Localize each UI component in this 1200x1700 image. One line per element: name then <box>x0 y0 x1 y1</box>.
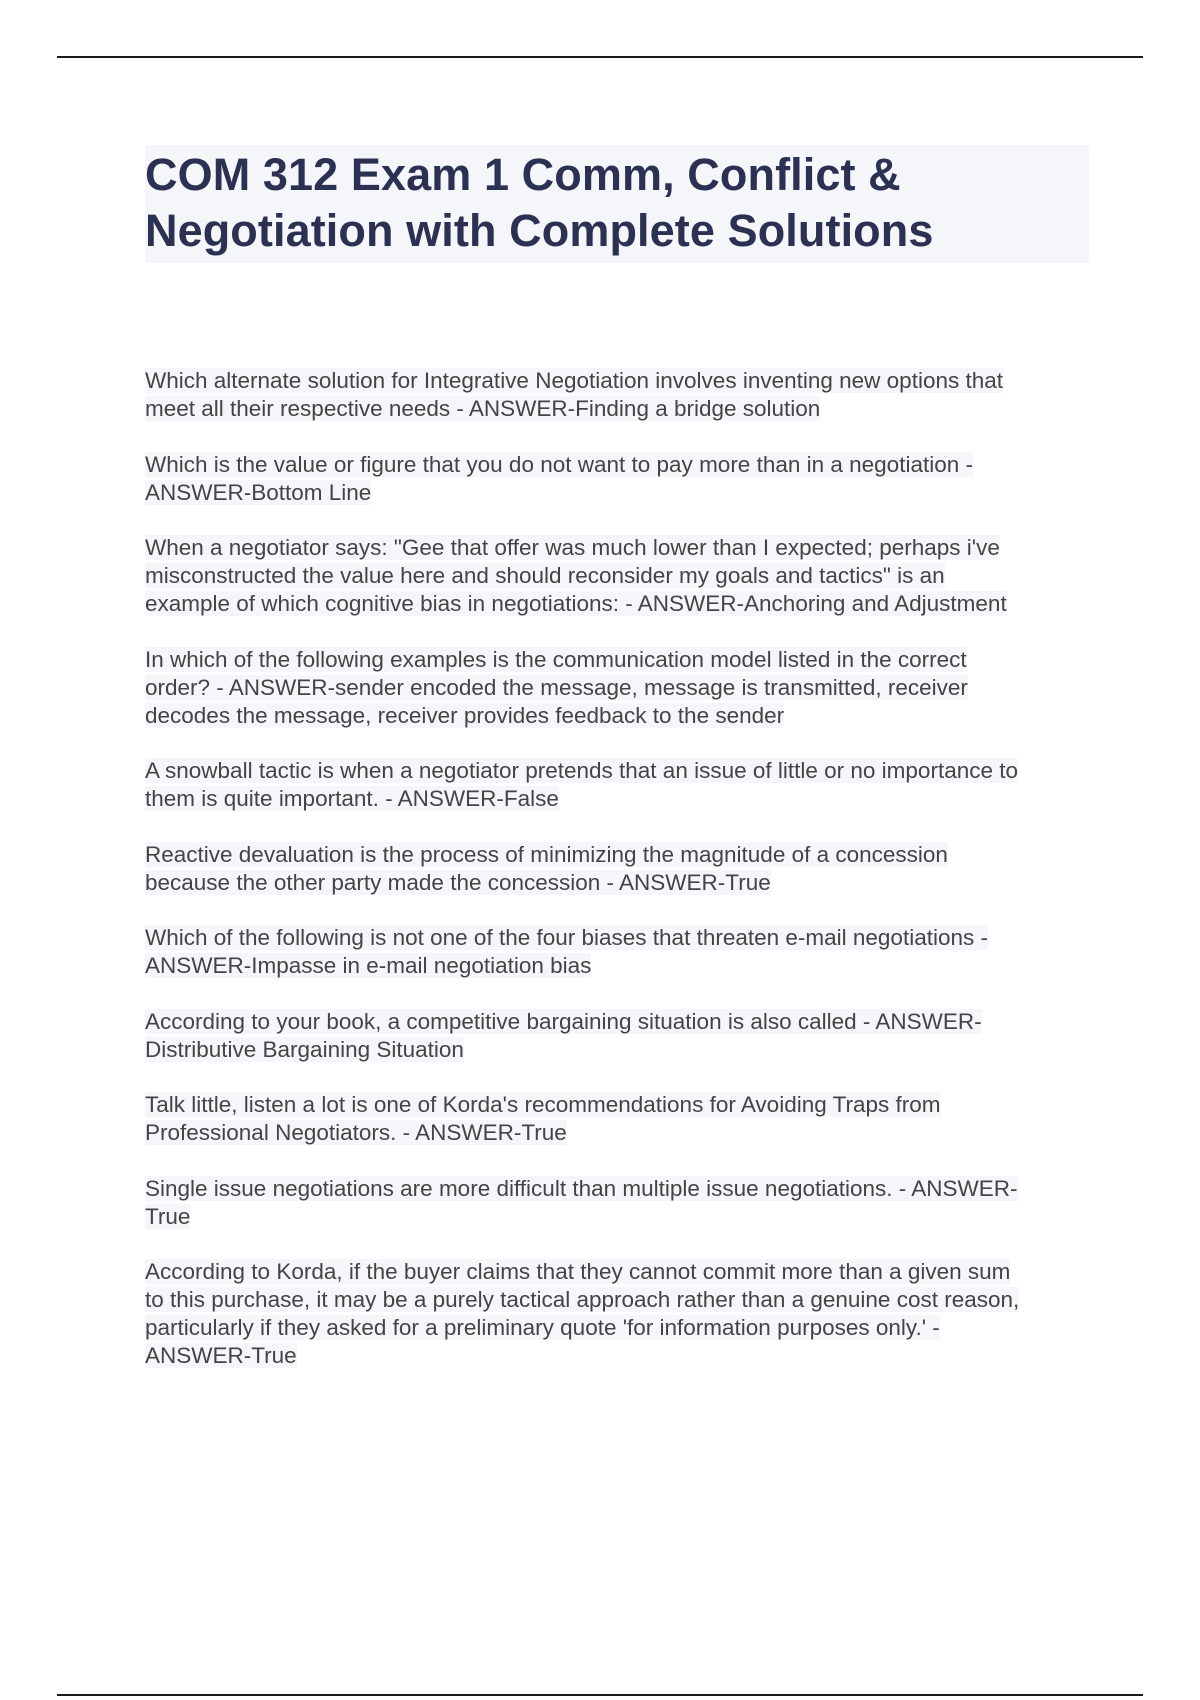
qa-item <box>145 1008 1095 1064</box>
qa-line: Distributive Bargaining Situation <box>145 1036 464 1062</box>
qa-item <box>145 1258 1095 1370</box>
qa-line: because the other party made the concession - ANSWER-True <box>145 869 771 895</box>
qa-item <box>145 1091 1095 1147</box>
qa-line: particularly if they asked for a preliminary quote 'for information purposes only.' - <box>145 1315 940 1340</box>
title-line-2: Negotiation with Complete Solutions <box>145 205 934 256</box>
qa-item <box>145 1175 1095 1231</box>
qa-item <box>145 841 1095 897</box>
qa-item <box>145 757 1095 813</box>
qa-line: True <box>145 1203 191 1229</box>
qa-line: ANSWER-True <box>145 1343 297 1368</box>
qa-line: order? - ANSWER-sender encoded the message, message is transmitted, receiver <box>145 674 968 700</box>
qa-line: Which of the following is not one of the four biases that threaten e-mail negotiations - <box>145 925 988 950</box>
bottom-rule <box>57 1694 1143 1696</box>
qa-item <box>145 534 1095 618</box>
qa-line: Reactive devaluation is the process of minimizing the magnitude of a concession <box>145 841 948 867</box>
top-rule <box>57 56 1143 58</box>
qa-line: According to Korda, if the buyer claims that they cannot commit more than a given sum <box>145 1259 1011 1284</box>
qa-line: to this purchase, it may be a purely tactical approach rather than a genuine cost reason, <box>145 1287 1020 1312</box>
qa-line: Which alternate solution for Integrative Negotiation involves inventing new options that <box>145 368 1003 393</box>
qa-line: example of which cognitive bias in negotiations: - ANSWER-Anchoring and Adjustment <box>145 591 1007 616</box>
qa-item <box>145 367 1095 423</box>
qa-line: A snowball tactic is when a negotiator pretends that an issue of little or no importance to <box>145 758 1018 783</box>
qa-line: Which is the value or figure that you do not want to pay more than in a negotiation - <box>145 451 973 477</box>
document-title-block <box>145 145 1089 263</box>
qa-item <box>145 451 1095 507</box>
title-line-1: COM 312 Exam 1 Comm, Conflict & <box>145 149 901 200</box>
qa-line: In which of the following examples is the communication model listed in the correct <box>145 646 967 672</box>
qa-list <box>145 367 1095 1398</box>
qa-line: decodes the message, receiver provides feedback to the sender <box>145 702 785 728</box>
qa-item <box>145 924 1095 980</box>
qa-line: meet all their respective needs - ANSWER-Finding a bridge solution <box>145 396 821 421</box>
qa-line: them is quite important. - ANSWER-False <box>145 786 559 811</box>
qa-line: Talk little, listen a lot is one of Korda's recommendations for Avoiding Traps from <box>145 1092 941 1117</box>
qa-line: Professional Negotiators. - ANSWER-True <box>145 1120 567 1145</box>
qa-line: ANSWER-Impasse in e-mail negotiation bias <box>145 953 592 978</box>
qa-line: According to your book, a competitive bargaining situation is also called - ANSWER- <box>145 1008 982 1034</box>
qa-item <box>145 646 1095 730</box>
document-title <box>145 147 1089 259</box>
qa-line: When a negotiator says: "Gee that offer was much lower than I expected; perhaps i've <box>145 535 1000 560</box>
qa-line: ANSWER-Bottom Line <box>145 479 372 505</box>
qa-line: misconstructed the value here and should reconsider my goals and tactics" is an <box>145 563 945 588</box>
qa-line: Single issue negotiations are more difficult than multiple issue negotiations. - ANSWER- <box>145 1175 1018 1201</box>
